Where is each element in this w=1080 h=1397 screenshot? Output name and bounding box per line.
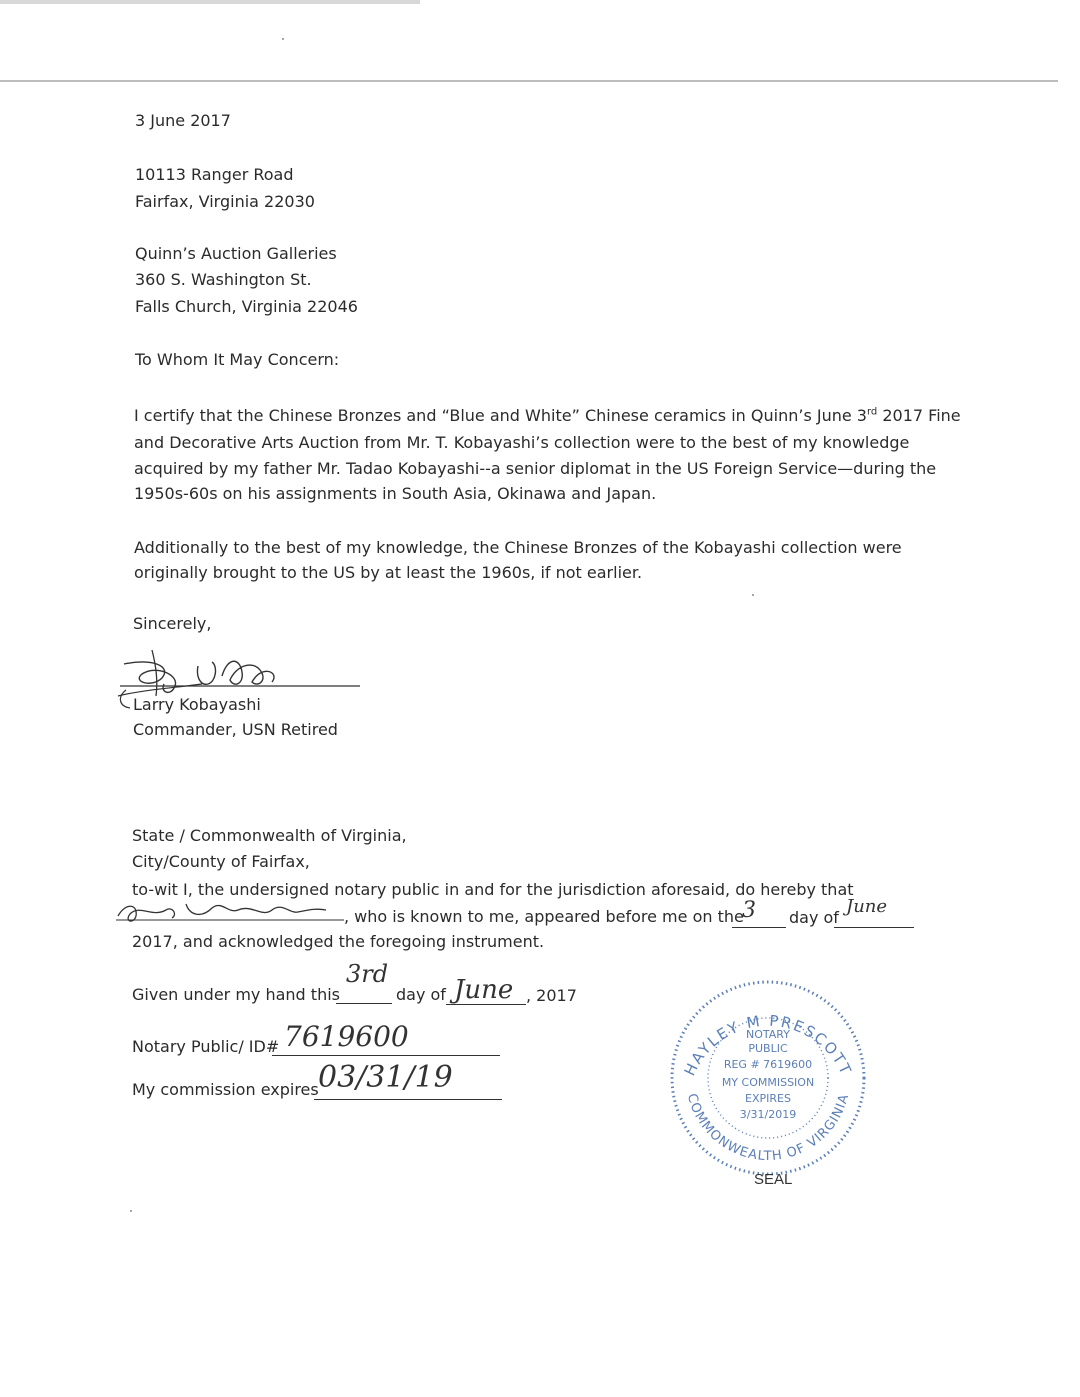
given-month-handwritten: June <box>454 975 514 1005</box>
salutation: To Whom It May Concern: <box>135 350 340 369</box>
notary-id-label: Notary Public/ ID# <box>132 1037 280 1056</box>
seal-inner-line: EXPIRES <box>745 1092 791 1105</box>
notary-day-handwritten: 3 <box>742 898 756 923</box>
notary-id-handwritten: 7619600 <box>284 1020 409 1053</box>
given-label: Given under my hand this <box>132 985 340 1004</box>
commission-expires-handwritten: 03/31/19 <box>318 1060 453 1095</box>
given-month-blank <box>446 1004 526 1005</box>
seal-label: SEAL <box>754 1171 793 1188</box>
notary-id-blank <box>272 1055 500 1056</box>
seal-inner-line: PUBLIC <box>748 1042 788 1055</box>
notary-county-line: City/County of Fairfax, <box>132 852 310 871</box>
body-paragraph-line: and Decorative Arts Auction from Mr. T. Kobayashi’s collection were to the best of my knowledge <box>134 433 910 452</box>
recipient-address-line: Falls Church, Virginia 22046 <box>135 297 358 316</box>
seal-top-arc-text: HAYLEY M PRESCOTT <box>680 1011 856 1079</box>
scan-speck <box>282 38 284 40</box>
seal-inner-line: MY COMMISSION <box>721 1076 815 1089</box>
body-paragraph-line: originally brought to the US by at least the 1960s, if not earlier. <box>134 563 643 582</box>
scan-rule-line <box>0 80 1058 82</box>
notary-acknowledged-line: 2017, and acknowledged the foregoing instrument. <box>132 932 545 951</box>
seal-inner-line: 3/31/2019 <box>739 1108 797 1121</box>
body-paragraph-line: Additionally to the best of my knowledge, the Chinese Bronzes of the Kobayashi collection were <box>134 538 902 557</box>
notary-name-scrawl <box>112 896 348 928</box>
letter-date: 3 June 2017 <box>135 111 231 130</box>
seal-inner-line: NOTARY <box>746 1028 790 1041</box>
recipient-address-line: 360 S. Washington St. <box>135 270 312 289</box>
scan-speck <box>752 594 754 596</box>
signer-title: Commander, USN Retired <box>133 720 338 739</box>
signer-name: Larry Kobayashi <box>133 695 261 714</box>
notary-seal <box>668 978 868 1178</box>
notary-towit-line: to-wit I, the undersigned notary public in and for the jurisdiction aforesaid, do hereby that <box>132 880 854 899</box>
commission-expires-label: My commission expires <box>132 1080 319 1099</box>
notary-month-scrawl: June <box>846 896 888 917</box>
given-day-blank <box>336 1003 392 1004</box>
given-day-handwritten: 3rd <box>346 960 389 988</box>
scan-top-edge <box>0 0 420 4</box>
scan-speck <box>130 1210 132 1212</box>
body-paragraph-line: acquired by my father Mr. Tadao Kobayashi--a senior diplomat in the US Foreign Service—during the <box>134 459 937 478</box>
seal-bottom-arc-text: COMMONWEALTH OF VIRGINIA <box>683 1091 853 1165</box>
recipient-address-line: Quinn’s Auction Galleries <box>135 244 337 263</box>
body-paragraph-line: I certify that the Chinese Bronzes and “Blue and White” Chinese ceramics in Quinn’s June 3rd 2017 Fine <box>134 406 961 425</box>
given-year: , 2017 <box>526 986 577 1005</box>
notary-known-text: , who is known to me, appeared before me on the <box>344 907 744 926</box>
given-day-of-label: day of <box>396 985 446 1004</box>
notary-state-line: State / Commonwealth of Virginia, <box>132 826 407 845</box>
sender-address-line: Fairfax, Virginia 22030 <box>135 192 315 211</box>
commission-expires-blank <box>314 1099 502 1100</box>
notary-day-blank <box>732 927 786 928</box>
sender-address-line: 10113 Ranger Road <box>135 165 294 184</box>
notary-day-of-label: day of <box>789 908 839 927</box>
notary-month-blank <box>834 927 914 928</box>
closing: Sincerely, <box>133 614 212 633</box>
body-paragraph-line: 1950s-60s on his assignments in South Asia, Okinawa and Japan. <box>134 484 657 503</box>
seal-inner-line: REG # 7619600 <box>723 1058 813 1071</box>
